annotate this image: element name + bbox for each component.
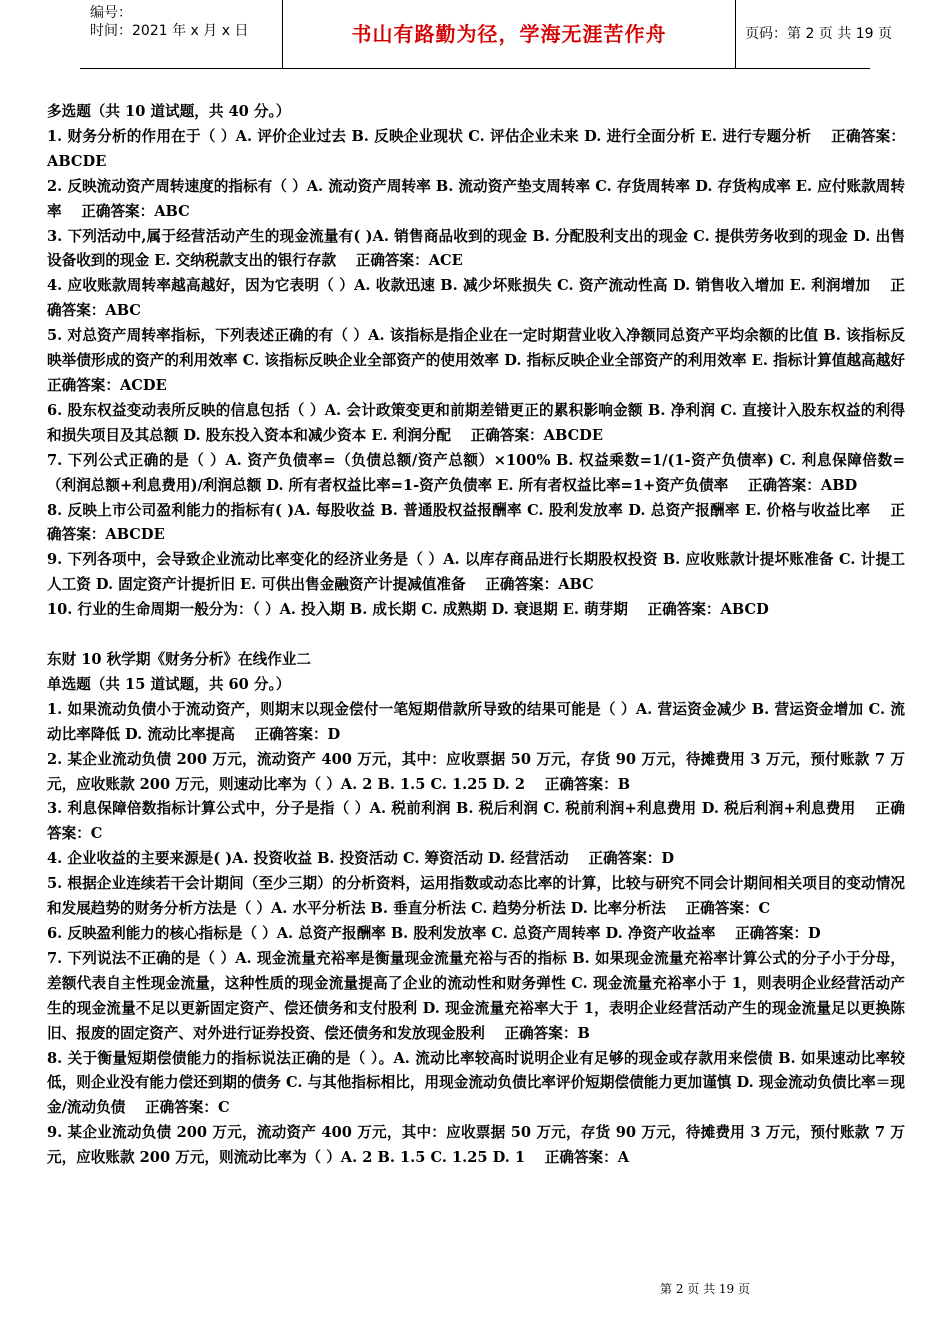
question-item: 9. 下列各项中，会导致企业流动比率变化的经济业务是（ ）A. 以库存商品进行长期股权投资 B. 应收账款计提坏账准备 C. 计提工人工资 D. 固定资产计提折旧 E. 可供出售金融资产计提减值准备 正确答案：ABC <box>47 551 905 594</box>
page-header <box>80 0 892 69</box>
assignment-title: 东财 10 秋学期《财务分析》在线作业二 <box>47 651 311 669</box>
question-item: 3. 下列活动中,属于经营活动产生的现金流量有( )A. 销售商品收到的现金 B. 分配股利支出的现金 C. 提供劳务收到的现金 D. 出售设备收到的现金 E. 交纳税款支出的银行存款 正确答案：ACE <box>47 227 905 270</box>
header-page-info-cell <box>735 0 892 68</box>
question-item: 7. 下列公式正确的是（ ）A. 资产负债率=（负债总额/资产总额）×100% B. 权益乘数=1/(1-资产负债率) C. 利息保障倍数=（利润总额+利息费用)/利润总额 D. 所有者权益比率=1-资产负债率 E. 所有者权益比率=1+资产负债率 正确答案：ABD <box>47 451 905 494</box>
question-item: 5. 对总资产周转率指标，下列表述正确的有（ ）A. 该指标是指企业在一定时期营业收入净额同总资产平均余额的比值 B. 该指标反映举债形成的资产的利用效率 C. 该指标反映企业全部资产的使用效率 D. 指标反映企业全部资产的利用效率 E. 指标计算值越高越好 正确答案：ACDE <box>47 327 925 394</box>
question-item: 2. 某企业流动负债 200 万元，流动资产 400 万元，其中：应收票据 50 万元，存货 90 万元，待摊费用 3 万元，预付账款 7 万元，应收账款 200 万元，则速动比率为（ ）A. 2 B. 1.5 C. 1.25 D. 2 正确答案：B <box>47 750 905 793</box>
question-item: 6. 反映盈利能力的核心指标是（ ）A. 总资产报酬率 B. 股利发放率 C. 总资产周转率 D. 净资产收益率 正确答案：D <box>47 925 821 942</box>
question-item: 1. 财务分析的作用在于（ ）A. 评价企业过去 B. 反映企业现状 C. 评估企业未来 D. 进行全面分析 E. 进行专题分析 正确答案：ABCDE <box>47 127 905 170</box>
section-heading: 单选题（共 15 道试题，共 60 分。） <box>47 675 291 693</box>
question-item: 8. 关于衡量短期偿债能力的指标说法正确的是（ ）。A. 流动比率较高时说明企业有足够的现金或存款用来偿债 B. 如果速动比率较低，则企业没有能力偿还到期的债务 C. 与其他指标相比，用现金流动负债比率评价短期偿债能力更加谨慎 D. 现金流动负债比率＝现金/流动负债 正确答案：C <box>47 1049 905 1117</box>
document-body <box>47 100 925 1171</box>
question-item: 3. 利息保障倍数指标计算公式中，分子是指（ ）A. 税前利润 B. 税后利润 C. 税前利润+利息费用 D. 税后利润+利息费用 正确答案：C <box>47 800 905 843</box>
question-item: 4. 企业收益的主要来源是( )A. 投资收益 B. 投资活动 C. 筹资活动 D. 经营活动 正确答案：D <box>47 850 674 868</box>
question-item: 6. 股东权益变动表所反映的信息包括（ ）A. 会计政策变更和前期差错更正的累积影响金额 B. 净利润 C. 直接计入股东权益的利得和损失项目及其总额 D. 股东投入资本和减少资本 E. 利润分配 正确答案：ABCDE <box>47 401 905 444</box>
question-item: 9. 某企业流动负债 200 万元，流动资产 400 万元，其中：应收票据 50 万元，存货 90 万元，待摊费用 3 万元，预付账款 7 万元，应收账款 200 万元，则流动比率为（ ）A. 2 B. 1.5 C. 1.25 D. 1 正确答案：A <box>47 1124 905 1167</box>
question-item: 1. 如果流动负债小于流动资产，则期末以现金偿付一笔短期借款所导致的结果可能是（ ）A. 营运资金减少 B. 营运资金增加 C. 流动比率降低 D. 流动比率提高 正确答案：D <box>47 700 905 743</box>
question-item: 2. 反映流动资产周转速度的指标有（ ）A. 流动资产周转率 B. 流动资产垫支周转率 C. 存货周转率 D. 存货构成率 E. 应付账款周转率 正确答案：ABC <box>47 177 905 220</box>
header-motto-cell <box>282 0 736 68</box>
question-item: 4. 应收账款周转率越高越好，因为它表明（ ）A. 收款迅速 B. 减少坏账损失 C. 资产流动性高 D. 销售收入增加 E. 利润增加 正确答案：ABC <box>47 277 905 320</box>
document-time-label: 时间：2021 年 x 月 x 日 <box>90 23 249 39</box>
header-page-info: 页码：第 2 页 共 19 页 <box>745 26 892 42</box>
question-item: 5. 根据企业连续若干会计期间（至少三期）的分析资料，运用指数或动态比率的计算，比较与研究不同会计期间相关项目的变动情况和发展趋势的财务分析方法是（ ）A. 水平分析法 B. 垂直分析法 C. 趋势分析法 D. 比率分析法 正确答案：C <box>47 875 905 918</box>
section-heading: 多选题（共 10 道试题，共 40 分。） <box>47 103 291 120</box>
document-number-label: 编号： <box>90 5 132 21</box>
question-item: 10. 行业的生命周期一般分为：（ ）A. 投入期 B. 成长期 C. 成熟期 D. 衰退期 E. 萌芽期 正确答案：ABCD <box>47 601 769 619</box>
header-meta <box>80 0 282 68</box>
section-spacer <box>47 623 905 648</box>
question-item: 7. 下列说法不正确的是（ ）A. 现金流量充裕率是衡量现金流量充裕与否的指标 B. 如果现金流量充裕率计算公式的分子小于分母，差额代表自主性现金流量，这种性质的现金流量提高了企业的流动性和财务弹性 C. 现金流量充裕率小于 1，则表明企业经营活动产生的现金流量不足以更新固定资产、偿还债务和支付股利 D. 现金流量充裕率大于 1，表明企业经营活动产生的现金流量足以更换陈旧、报废的固定资产、对外进行证券投资、偿还债务和发放现金股利 正确答案：B <box>47 949 905 1042</box>
page-footer: 第 2 页 共 19 页 <box>660 1282 750 1296</box>
question-item: 8. 反映上市公司盈利能力的指标有( )A. 每股收益 B. 普通股权益报酬率 C. 股利发放率 D. 总资产报酬率 E. 价格与收益比率 正确答案：ABCDE <box>47 501 905 544</box>
header-motto: 书山有路勤为径，学海无涯苦作舟 <box>351 22 667 46</box>
